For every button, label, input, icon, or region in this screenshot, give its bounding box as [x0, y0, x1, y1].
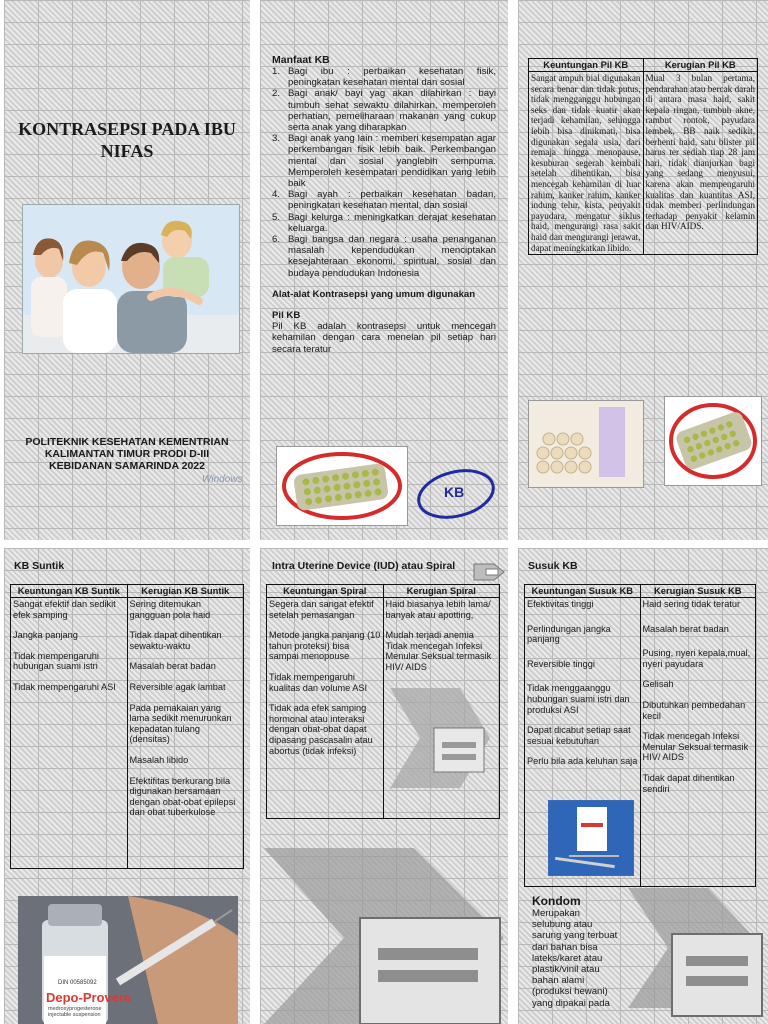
institution-text: POLITEKNIK KESEHATAN KEMENTRIAN KALIMANTAN TIMUR PRODI D-III KEBIDANAN SAMARINDA 2022 [25, 436, 229, 472]
iud-panel [260, 548, 508, 1024]
table-header-cell: Kerugian Pil KB [643, 59, 758, 72]
table-row [11, 598, 244, 869]
kondom-heading: Kondom [532, 894, 581, 908]
implant-photo [548, 800, 634, 876]
list-item: Dibutuhkan pembedahan kecil [642, 699, 746, 721]
table-header-row [267, 585, 500, 598]
list-item: Mudah terjadi anemia Tidak mencegah Infeksi Menular Seksual termasik HIV/ AIDS [385, 630, 492, 672]
list-item: Jangka panjang [13, 630, 78, 641]
list-item: Tidak mempengaruhi hubungan suami istri [13, 650, 99, 672]
pil-table-panel [518, 0, 768, 540]
pil-heading: Pil KB [272, 310, 301, 322]
susuk-heading: Susuk KB [528, 560, 578, 572]
list-item: Masalah libido [129, 754, 189, 765]
susuk-panel [518, 548, 768, 1024]
pil-keuntungan-cell: Sangat ampuh bial digunakan secara benar dan tidak putus, tidak mengganggu hubungan seks dan tidak kuatir akan terjadi kehamilan, sehingga lebih bisa dinikmati, bisa digunakan segala usia, dari remaja hingga menopause, kesuburan segerah kembali setelah dihentikan, bisa mencegah kehamilan di luar rahim, kanker rahim, kanker indung telur, kista, penyakit payudara, mengatur siklus haid, mengurangi rasa sakit haid dan mengurangi jerawat, dapat meningkatkan libido. [529, 72, 644, 255]
list-item: Haid biasanya lebih lama/ banyak atau apotting, [385, 599, 491, 620]
suntik-table [10, 584, 244, 869]
list-item: Efektivitas tinggi [527, 599, 594, 609]
table-header-cell: Kerugian Spiral [383, 585, 500, 598]
table-header-cell: Keuntungan Susuk KB [525, 585, 641, 598]
watermark-text: Windows [202, 474, 243, 485]
injection-photo [18, 896, 238, 1024]
kondom-description: Merupakan selubung atau sarung yang terbuat dari bahan bisa lateks/karet atau plastik/vinil atau bahan alami (produksi hewani) yang dipakai pada [532, 908, 618, 1009]
vial-din-text: DIN 00585092 [58, 980, 97, 986]
table-header-cell: Keuntungan KB Suntik [11, 585, 128, 598]
list-item: Tidak mempengaruhi ASI [13, 681, 116, 692]
list-item: Dapat dicabut setiap saat sesuai kebutuhan [527, 725, 631, 746]
list-item: Reversible agak lambat [129, 681, 226, 692]
family-photo [22, 204, 240, 354]
pil-kb-table [528, 58, 758, 255]
list-item: Segera dan sangat efektif setelah pemasangan [269, 599, 374, 620]
kb-logo [416, 454, 498, 526]
list-item: 2. Bagi anak/ bayi yag akan dilahirkan : bayi tumbuh sehat sewaktu dilahirkan, memperoleh perhatian, pemeliharaan makanan yang cukup serta anak yang diharapkan [272, 88, 496, 134]
list-item: Pusing, nyeri kepala,mual, nyeri payudara [642, 648, 751, 669]
list-item: Sering ditemukan gangguan pola haid [129, 599, 211, 620]
list-item: Tidak menggaanggu hubungan suami istri dan produksi ASI [527, 683, 630, 715]
manfaat-panel [260, 0, 508, 540]
pil-kerugian-cell: Mual 3 bulan pertama, pendarahan atau bercak darah di antara masa haid, sakit kepala ringan, tumbuh akne, rambut rontok, payudara lembek, BB naik sedikit, berhenti haid, satu blister pil harus ter sediah tiap 28 jam hari, tidak dianjurkan bagi yang sedang menyusui, karena akan mempengaruhi kualitas dan kuantitas ASI, tidak memberi perlindungan terhadap penyakit kelamin dan HIV/AIDS. [643, 72, 758, 255]
list-item: Pada pemakaian yang lama sedikit menurunkan kepadatan tulang (densitas) [129, 702, 232, 745]
list-item: 4. Bagi ayah : perbaikan kesehatan badan, peningkatan kesehatan mental, dan sosial [272, 189, 496, 212]
cover-panel [4, 0, 250, 540]
list-item: Tidak mencegah Infeksi Menular Seksual termasik HIV/ AIDS [642, 731, 749, 763]
alat-heading: Alat-alat Kontrasepsi yang umum digunakan [272, 288, 476, 300]
kb-logo-label: KB [444, 484, 465, 500]
list-item: Metode jangka panjang (10 tahun proteksi) bisa sampai menopouse [269, 630, 381, 662]
pil-description: Pil KB adalah kontrasepsi untuk mencegah kehamilan dengan cara menelan pil setiap hari secara teratur [272, 321, 496, 355]
iud-heading: Intra Uterine Device (IUD) atau Spiral [272, 560, 456, 572]
list-item: 3. Bagi anak yang lain : memberi kesempatan agar perkembangan fisik lebih baik. Perkembangan mental dan sosial yanglebih sempurna. Memperoleh kesempatan pendidikan yang lebih baik [272, 133, 496, 190]
arrow-icon [472, 558, 506, 584]
cover-title: KONTRASEPSI PADA IBU NIFAS [18, 119, 236, 161]
susuk-kerugian-cell [640, 598, 756, 887]
table-header-row [529, 59, 758, 72]
table-header-cell: Kerugian Susuk KB [640, 585, 756, 598]
list-item: Efektifitas berkurang bila digunakan bersamaan dengan obat-obat epilepsi dan obat tuberkulose [129, 775, 236, 818]
table-row [529, 72, 758, 255]
benefit-list [272, 66, 496, 279]
list-item: Perlu bila ada keluhan saja [527, 756, 638, 767]
arrow-decoration-icon [390, 688, 500, 788]
list-item: Sangat efektif dan sedikit efek samping [13, 599, 116, 620]
list-item: Perlindungan jangka panjang [527, 623, 611, 645]
list-item: Masalah berat badan [129, 661, 216, 672]
vial-sub-text: medroxyprogesterone injectable suspension [48, 1006, 102, 1018]
pill-pack-image [664, 396, 762, 486]
arrow-decoration-icon [628, 888, 766, 1024]
suntik-keuntungan-cell [11, 598, 128, 869]
table-header-row [525, 585, 756, 598]
list-item: Tidak ada efek samping hormonal atau interaksi dengan obat-obat dapat dipasang pascasalin atau abortus (tidak infeksi) [269, 703, 373, 756]
vial-brand-text: Depo-Provera [46, 990, 132, 1005]
table-header-cell: Keuntungan Pil KB [529, 59, 644, 72]
family-photo-illustration [23, 205, 239, 353]
list-item: Haid sering tidak teratur [642, 599, 741, 609]
list-item: 6. Bagi bangsa dan negara : usaha penanganan masalah kependudukan menciptakan kesejahteraan ekonomi, spiritual, sosial dan budaya pendudukan Indonesia [272, 234, 496, 279]
pill-blister-image [528, 400, 644, 488]
list-item: Reversible tinggi [527, 658, 595, 669]
suntik-panel [4, 548, 250, 1024]
list-item: Tidak mempengaruhi kualitas dan volume ASI [269, 671, 368, 693]
list-item: Masalah berat badan [642, 623, 729, 634]
suntik-heading: KB Suntik [14, 560, 65, 572]
table-header-cell: Keuntungan Spiral [267, 585, 384, 598]
iud-keuntungan-cell [267, 598, 384, 819]
list-item: Gelisah [642, 679, 674, 690]
table-header-cell: Kerugian KB Suntik [127, 585, 244, 598]
list-item: 5. Bagi kelurga : meningkatkan derajat kesehatan keluarga. [272, 211, 496, 234]
manfaat-heading: Manfaat KB [272, 54, 330, 66]
table-header-row [11, 585, 244, 598]
list-item: 1. Bagi ibu : perbaikan kesehatan fisik, peningkatan kesehatan mental dan sosial [272, 66, 496, 89]
arrow-decoration-icon [264, 848, 508, 1024]
suntik-kerugian-cell [127, 598, 244, 869]
list-item: Tidak dapat dihentikan sewaktu-waktu [129, 630, 222, 651]
pill-pack-image [276, 446, 408, 526]
list-item: Tidak dapat dihentikan sendiri [642, 772, 735, 794]
